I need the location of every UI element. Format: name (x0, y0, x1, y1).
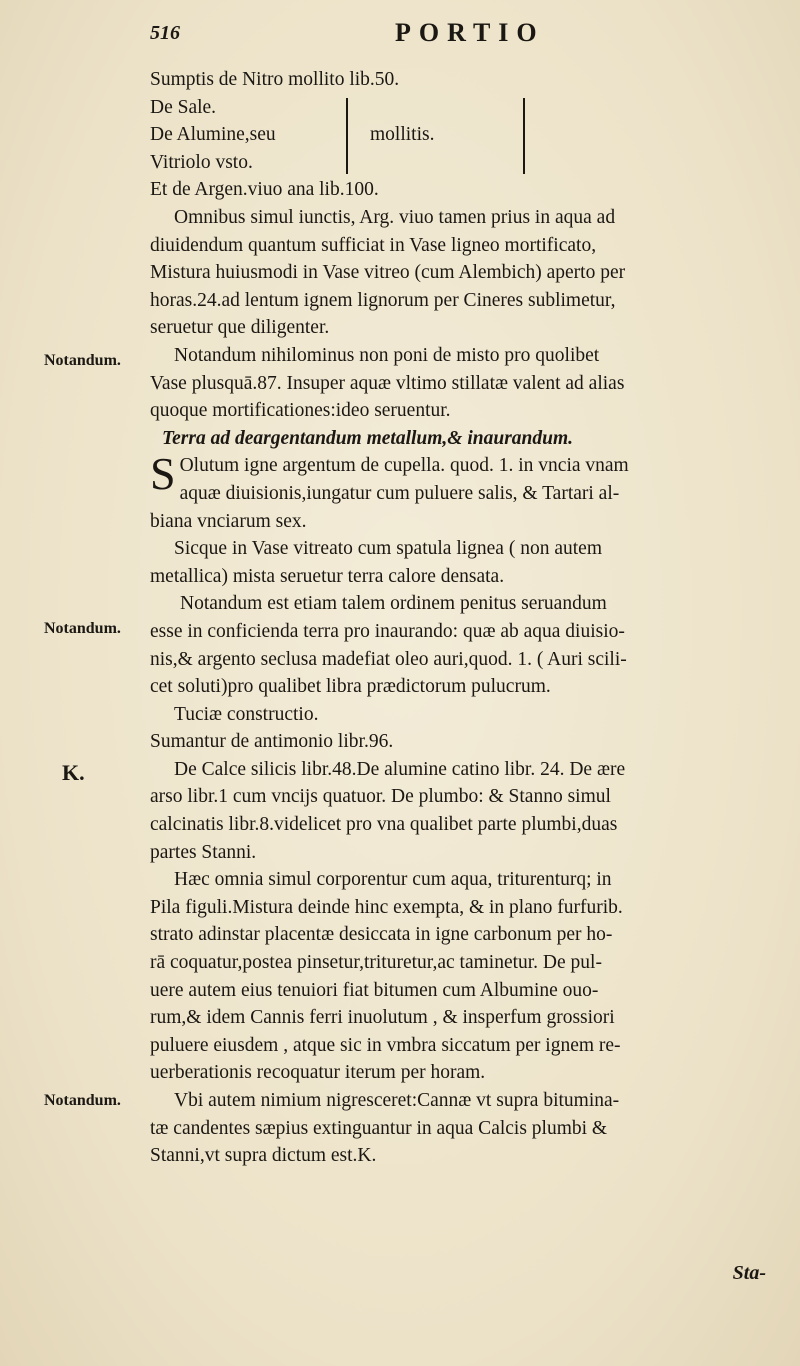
text-line: uere autem eius tenuiori fiat bitumen cum Albumine ouo- (150, 979, 599, 1001)
subheading-tuciae: Tuciæ constructio. (174, 703, 319, 725)
text-line: nis,& argento seclusa madefiat oleo auri,quod. 1. ( Auri scili- (150, 648, 627, 670)
text-line: Notandum nihilominus non poni de misto pro quolibet (174, 344, 600, 366)
text-line: Et de Argen.viuo ana lib.100. (150, 179, 379, 201)
brace-item: Vitriolo vsto. (150, 151, 253, 173)
text-line: Vbi autem nimium nigresceret:Cannæ vt supra bitumina- (174, 1090, 620, 1111)
brace-bar (523, 98, 525, 174)
text-line: metallica) mista seruetur terra calore densata. (150, 565, 505, 587)
text-line: calcinatis libr.8.videlicet pro vna qualibet parte plumbi,duas (150, 814, 618, 836)
text-line: aquæ diuisionis,iungatur cum puluere salis, & Tartari al- (179, 482, 620, 504)
margin-sign-k: K. (62, 760, 85, 785)
text-line: cet soluti)pro qualibet libra prædictorum pulucrum. (150, 676, 551, 698)
text-line: horas.24.ad lentum ignem lignorum per Cineres sublimetur, (150, 289, 616, 311)
text-line: strato adinstar placentæ desiccata in igne carbonum per ho- (150, 924, 613, 946)
brace-bar (346, 98, 348, 174)
text-line: Omnibus simul iunctis, Arg. viuo tamen prius in aqua ad (174, 206, 616, 228)
margin-note-notandum-1: Notandum. (44, 352, 121, 369)
catchword: Sta- (732, 1262, 766, 1284)
brace-item: De Alumine,seu (150, 124, 276, 146)
running-title: PORTIO (395, 18, 545, 47)
text-line: diuidendum quantum sufficiat in Vase ligneo mortificato, (150, 234, 597, 256)
dropcap-paragraph (150, 448, 790, 535)
text-line: rā coquatur,postea pinsetur,trituretur,ac taminetur. De pul- (150, 952, 602, 974)
text-line: Sicque in Vase vitreato cum spatula lignea ( non autem (174, 538, 602, 560)
text-line: Pila figuli.Mistura deinde hinc exempta, & in plano furfurib. (150, 896, 623, 918)
text-line: Sumantur de antimonio libr.96. (150, 731, 394, 753)
ingredient-brace-table (150, 94, 790, 177)
text-line: Notandum est etiam talem ordinem penitus seruandum (180, 593, 607, 615)
text-line: Mistura huiusmodi in Vase vitreo (cum Alembich) aperto per (150, 262, 626, 284)
text-line: seruetur que diligenter. (150, 317, 330, 339)
margin-note-notandum-3: Notandum. (44, 1092, 121, 1109)
text-line: partes Stanni. (150, 841, 257, 863)
text-line: rum,& idem Cannis ferri inuolutum , & insperfum grossiori (150, 1007, 615, 1029)
text-line: tæ candentes sæpius extinguantur in aqua Calcis plumbi & (150, 1117, 608, 1139)
text-line: esse in conficienda terra pro inaurando: quæ ab aqua diuisio- (150, 620, 625, 642)
text-line: Vase plusquā.87. Insuper aquæ vltimo stillatæ valent ad alias (150, 372, 625, 394)
text-line: Stanni,vt supra dictum est.K. (150, 1145, 377, 1167)
text-line: Hæc omnia simul corporentur cum aqua, triturenturq; in (174, 869, 612, 891)
brace-item: De Sale. (150, 96, 217, 118)
page-number: 516 (150, 22, 180, 44)
drop-cap: S (150, 448, 176, 500)
text-line: uerberationis recoquatur iterum per horam. (150, 1062, 486, 1084)
margin-note-notandum-2: Notandum. (44, 620, 121, 637)
section-heading: Terra ad deargentandum metallum,& inaurandum. (162, 427, 574, 449)
text-line: arso libr.1 cum vncijs quatuor. De plumbo: & Stanno simul (150, 786, 611, 808)
page-header (150, 18, 710, 58)
text-line: puluere eiusdem , atque sic in vmbra siccatum per ignem re- (150, 1034, 621, 1056)
text-line: Olutum igne argentum de cupella. quod. 1. in vncia vnam (179, 455, 629, 477)
text-line: Sumptis de Nitro mollito lib.50. (150, 69, 400, 90)
main-text (150, 66, 790, 1170)
text-line: De Calce silicis libr.48.De alumine catino libr. 24. De ære (174, 758, 626, 780)
text-line: biana vnciarum sex. (150, 510, 307, 532)
text-line: quoque mortificationes:ideo seruentur. (150, 400, 451, 422)
brace-label: mollitis. (370, 123, 435, 145)
